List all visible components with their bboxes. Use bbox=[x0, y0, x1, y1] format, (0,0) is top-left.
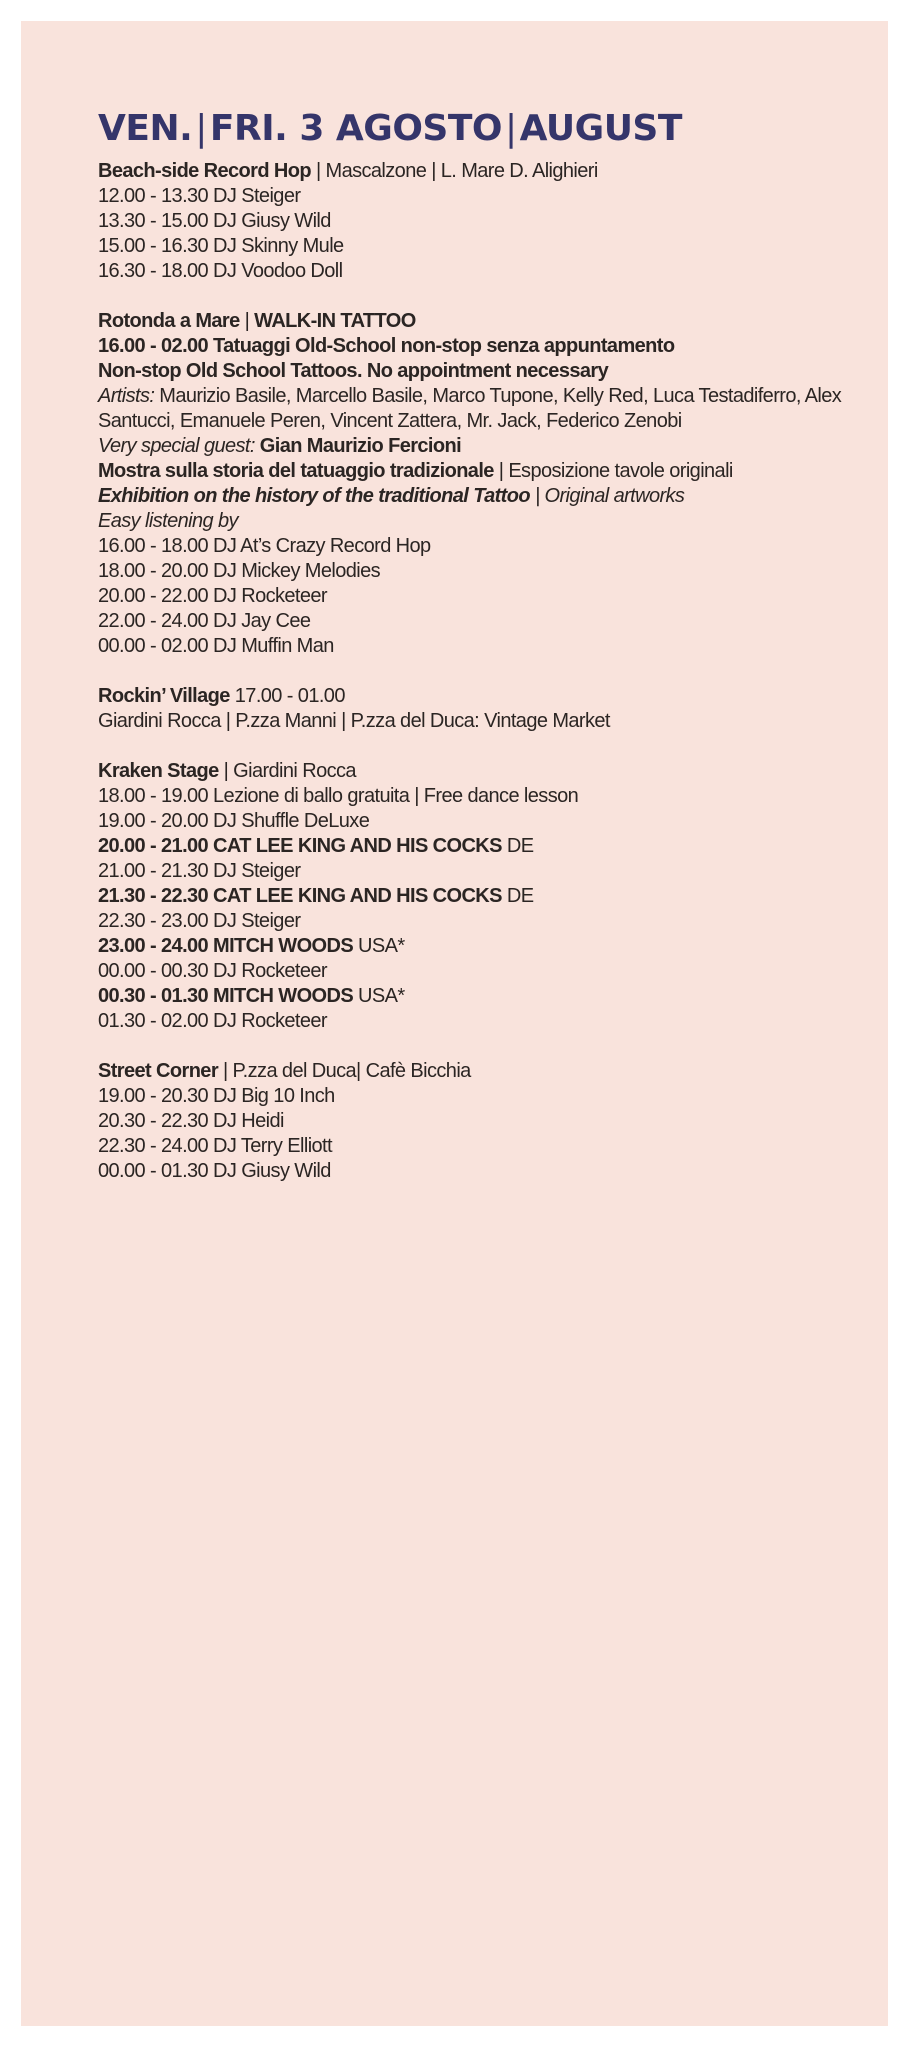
title-date: FRI. 3 AGOSTO bbox=[209, 108, 503, 149]
slot-text: USA* bbox=[353, 985, 405, 1007]
schedule-line: 16.30 - 18.00 DJ Voodoo Doll bbox=[98, 260, 343, 282]
schedule-line: 00.00 - 02.00 DJ Muffin Man bbox=[98, 635, 334, 657]
exhibit-line-it bbox=[98, 459, 888, 484]
slot-text: DE bbox=[501, 835, 534, 857]
schedule-line bbox=[98, 784, 888, 809]
exhibit-detail-en: | Original artworks bbox=[529, 485, 685, 507]
schedule-line: 12.00 - 13.30 DJ Steiger bbox=[98, 185, 301, 207]
section-rockin-village bbox=[98, 684, 888, 734]
schedule-line: 22.00 - 24.00 DJ Jay Cee bbox=[98, 610, 311, 632]
schedule-line bbox=[98, 934, 888, 959]
schedule-line: 13.30 - 15.00 DJ Giusy Wild bbox=[98, 210, 331, 232]
title-month-en: AUGUST bbox=[519, 108, 682, 149]
slot-text: 01.30 - 02.00 DJ Rocketeer bbox=[98, 1010, 327, 1032]
village-details: Giardini Rocca | P.zza Manni | P.zza del Duca: Vintage Market bbox=[98, 710, 610, 732]
headline-act: 20.00 - 21.00 CAT LEE KING AND HIS COCKS bbox=[98, 835, 502, 857]
separator: | bbox=[239, 310, 255, 332]
schedule-line bbox=[98, 1009, 888, 1034]
easy-listening-label: Easy listening by bbox=[98, 510, 238, 532]
schedule-line bbox=[98, 984, 888, 1009]
exhibit-title-it: Mostra sulla storia del tatuaggio tradizionale bbox=[98, 460, 494, 482]
schedule-line: 20.00 - 22.00 DJ Rocketeer bbox=[98, 585, 327, 607]
schedule-line bbox=[98, 859, 888, 884]
page-title bbox=[98, 103, 888, 155]
venue-name: Street Corner bbox=[98, 1060, 219, 1082]
guest-name: Gian Maurizio Fercioni bbox=[254, 435, 462, 457]
section-heading bbox=[98, 159, 888, 184]
section-beach-record-hop bbox=[98, 159, 888, 284]
headline-act: 00.30 - 01.30 MITCH WOODS bbox=[98, 985, 354, 1007]
slot-text: DE bbox=[501, 885, 534, 907]
slot-text: 00.00 - 00.30 DJ Rocketeer bbox=[98, 960, 327, 982]
page-panel bbox=[21, 21, 888, 2026]
schedule-line bbox=[98, 809, 888, 834]
venue-location: | P.zza del Duca| Cafè Bicchia bbox=[218, 1060, 471, 1082]
venue-name: Rockin’ Village bbox=[98, 685, 230, 707]
section-kraken-stage bbox=[98, 759, 888, 1034]
venue-name: Rotonda a Mare bbox=[98, 310, 240, 332]
guest-label: Very special guest: bbox=[98, 435, 255, 457]
event-name: WALK-IN TATTOO bbox=[254, 310, 416, 332]
artists-label: Artists: bbox=[98, 385, 155, 407]
headline-act: 23.00 - 24.00 MITCH WOODS bbox=[98, 935, 354, 957]
schedule-line: 20.30 - 22.30 DJ Heidi bbox=[98, 1110, 284, 1132]
title-separator: | bbox=[195, 108, 207, 149]
section-rotonda-a-mare bbox=[98, 309, 888, 659]
artists-line bbox=[98, 384, 888, 434]
schedule-line bbox=[98, 834, 888, 859]
headline-act: 21.30 - 22.30 CAT LEE KING AND HIS COCKS bbox=[98, 885, 502, 907]
schedule-line bbox=[98, 884, 888, 909]
artists-list: Maurizio Basile, Marcello Basile, Marco Tupone, Kelly Red, Luca Testadiferro, Alex Santucci, Emanuele Peren, Vincent Zattera, Mr. Jack, Federico Zenobi bbox=[98, 385, 842, 432]
schedule-line: 16.00 - 18.00 DJ At’s Crazy Record Hop bbox=[98, 535, 431, 557]
title-separator: | bbox=[505, 108, 517, 149]
venue-name: Kraken Stage bbox=[98, 760, 219, 782]
schedule-line bbox=[98, 909, 888, 934]
venue-time: 17.00 - 01.00 bbox=[229, 685, 345, 707]
tattoo-line-en: Non-stop Old School Tattoos. No appointment necessary bbox=[98, 360, 609, 382]
section-heading bbox=[98, 759, 888, 784]
schedule-line: 22.30 - 24.00 DJ Terry Elliott bbox=[98, 1135, 332, 1157]
section-heading bbox=[98, 309, 888, 334]
exhibit-title-en: Exhibition on the history of the traditional Tattoo bbox=[98, 485, 530, 507]
schedule-line: 19.00 - 20.30 DJ Big 10 Inch bbox=[98, 1085, 335, 1107]
slot-text: 19.00 - 20.00 DJ Shuffle DeLuxe bbox=[98, 810, 370, 832]
title-day-it: VEN. bbox=[98, 108, 193, 149]
exhibit-detail-it: | Esposizione tavole originali bbox=[493, 460, 733, 482]
schedule-line: 00.00 - 01.30 DJ Giusy Wild bbox=[98, 1160, 331, 1182]
venue-location: | Giardini Rocca bbox=[218, 760, 356, 782]
schedule-line: 18.00 - 20.00 DJ Mickey Melodies bbox=[98, 560, 381, 582]
slot-text: 22.30 - 23.00 DJ Steiger bbox=[98, 910, 301, 932]
schedule-line: 15.00 - 16.30 DJ Skinny Mule bbox=[98, 235, 344, 257]
slot-text: USA* bbox=[353, 935, 405, 957]
guest-line bbox=[98, 434, 888, 459]
program-content bbox=[98, 103, 888, 1209]
slot-text: 18.00 - 19.00 Lezione di ballo gratuita | Free dance lesson bbox=[98, 785, 579, 807]
schedule-line bbox=[98, 959, 888, 984]
venue-location: | Mascalzone | L. Mare D. Alighieri bbox=[311, 160, 598, 182]
venue-name: Beach-side Record Hop bbox=[98, 160, 312, 182]
tattoo-line-it: 16.00 - 02.00 Tatuaggi Old-School non-stop senza appuntamento bbox=[98, 335, 675, 357]
slot-text: 21.00 - 21.30 DJ Steiger bbox=[98, 860, 301, 882]
section-heading bbox=[98, 684, 888, 709]
exhibit-line-en bbox=[98, 484, 888, 509]
section-heading bbox=[98, 1059, 888, 1084]
section-street-corner bbox=[98, 1059, 888, 1184]
